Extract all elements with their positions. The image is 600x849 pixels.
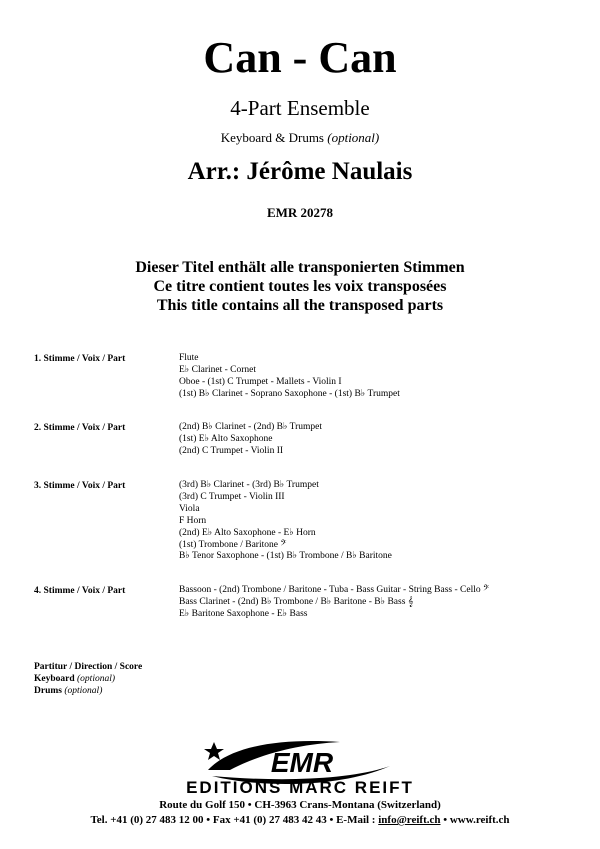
drums-line	[34, 685, 102, 697]
part-line: (1st) E♭ Alto Saxophone	[179, 433, 273, 444]
arranger: Arr.: Jérôme Naulais	[187, 158, 413, 185]
part-line: Bass Clarinet - (2nd) B♭ Trombone / B♭ Baritone - B♭ Bass 𝄞	[179, 596, 414, 607]
publisher-address: Route du Golf 150 • CH-3963 Crans-Montana (Switzerland)	[159, 799, 441, 811]
part-group-label: 2. Stimme / Voix / Part	[34, 423, 126, 433]
drums-optional: (optional)	[64, 686, 103, 696]
part-list	[179, 422, 579, 458]
keyboard-line	[34, 673, 115, 685]
part-group-label: 3. Stimme / Voix / Part	[34, 481, 126, 491]
part-line: (3rd) B♭ Clarinet - (3rd) B♭ Trumpet	[179, 480, 319, 490]
instrumentation	[0, 130, 600, 146]
part-line: Flute	[179, 353, 199, 363]
part-line: (2nd) B♭ Clarinet - (2nd) B♭ Trumpet	[179, 422, 323, 432]
part-line: E♭ Clarinet - Cornet	[179, 364, 257, 375]
part-line: B♭ Tenor Saxophone - (1st) B♭ Trombone / B♭ Baritone	[179, 551, 392, 562]
part-line: (2nd) C Trumpet - Violin II	[179, 445, 284, 456]
part-line: Oboe - (1st) C Trumpet - Mallets - Violin I	[179, 376, 342, 387]
email-link[interactable]: info@reift.ch	[378, 814, 441, 826]
page-title: Can - Can	[203, 33, 397, 82]
subtitle: 4-Part Ensemble	[230, 96, 370, 120]
keyboard-label: Keyboard	[34, 674, 75, 684]
part-group-label: 1. Stimme / Voix / Part	[34, 354, 126, 364]
keyboard-optional: (optional)	[77, 674, 116, 684]
score-label: Partitur / Direction / Score	[34, 662, 143, 672]
part-line: Bassoon - (2nd) Trombone / Baritone - Tuba - Bass Guitar - String Bass - Cello 𝄢	[179, 585, 490, 595]
part-line: Viola	[179, 503, 200, 514]
part-line: E♭ Baritone Saxophone - E♭ Bass	[179, 608, 308, 619]
part-list	[179, 585, 579, 621]
part-line: F Horn	[179, 515, 207, 526]
instrumentation-text: Keyboard & Drums	[220, 130, 324, 145]
part-group-label: 4. Stimme / Voix / Part	[34, 586, 126, 596]
part-line: (1st) Trombone / Baritone 𝄢	[179, 539, 287, 550]
drums-label: Drums	[34, 686, 62, 696]
part-line: (1st) B♭ Clarinet - Soprano Saxophone - (1st) B♭ Trumpet	[179, 388, 400, 399]
instrumentation-optional: (optional)	[327, 130, 380, 145]
part-list	[179, 480, 579, 563]
note-english: This title contains all the transposed parts	[156, 297, 444, 314]
part-line: (2nd) E♭ Alto Saxophone - E♭ Horn	[179, 527, 316, 538]
contact-suffix: • www.reift.ch	[440, 814, 510, 826]
note-french: Ce titre contient toutes les voix transposées	[153, 278, 447, 295]
part-line: (3rd) C Trumpet - Violin III	[179, 491, 285, 502]
publisher-contact	[0, 814, 600, 827]
publisher-name: EDITIONS MARC REIFT	[186, 778, 414, 797]
score-line	[34, 661, 142, 673]
note-german: Dieser Titel enthält alle transponierten Stimmen	[135, 259, 465, 276]
part-list	[179, 353, 579, 401]
catalog-code: EMR 20278	[266, 205, 334, 220]
contact-prefix: Tel. +41 (0) 27 483 12 00 • Fax +41 (0) 27 483 42 43 • E-Mail :	[90, 814, 379, 826]
logo-text: EMR	[270, 747, 334, 778]
